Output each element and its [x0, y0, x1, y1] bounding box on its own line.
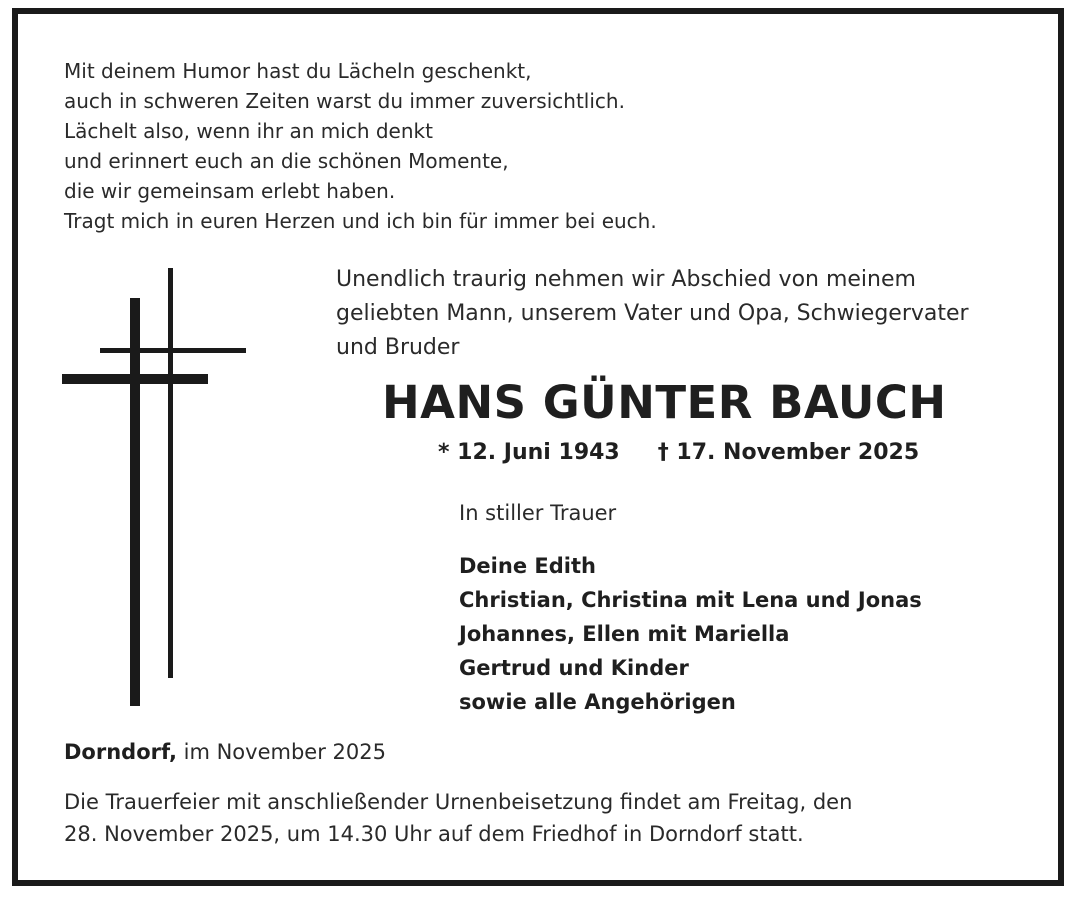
ceremony-line: Die Trauerfeier mit anschließender Urnenbeisetzung findet am Freitag, den: [64, 790, 853, 814]
farewell-line: geliebten Mann, unserem Vater und Opa, Schwiegervater: [336, 301, 969, 326]
poem-line: Lächelt also, wenn ihr an mich denkt: [64, 119, 433, 143]
mourning-intro: In stiller Trauer: [459, 501, 617, 525]
double-cross-icon: [58, 262, 258, 712]
farewell-line: Unendlich traurig nehmen wir Abschied von meinem: [336, 267, 916, 292]
mourner-line: Johannes, Ellen mit Mariella: [459, 622, 790, 646]
farewell-line: und Bruder: [336, 335, 460, 360]
farewell-text: [336, 263, 969, 365]
poem-line: die wir gemeinsam erlebt haben.: [64, 179, 396, 203]
place-date: im November 2025: [176, 740, 386, 764]
death-date: † 17. November 2025: [657, 440, 920, 465]
life-dates: [438, 440, 919, 465]
birth-date: * 12. Juni 1943: [438, 440, 620, 465]
ceremony-line: 28. November 2025, um 14.30 Uhr auf dem Friedhof in Dorndorf statt.: [64, 822, 804, 846]
poem-line: Mit deinem Humor hast du Lächeln geschenkt,: [64, 59, 532, 83]
deceased-name: HANS GÜNTER BAUCH: [382, 376, 947, 429]
obituary-frame: [12, 8, 1064, 886]
poem: [64, 56, 657, 236]
poem-line: Tragt mich in euren Herzen und ich bin für immer bei euch.: [64, 209, 657, 233]
mourner-line: Deine Edith: [459, 554, 596, 578]
ceremony-info: [64, 786, 852, 850]
mourner-line: Christian, Christina mit Lena und Jonas: [459, 588, 922, 612]
place-town: Dorndorf,: [64, 740, 177, 764]
poem-line: und erinnert euch an die schönen Momente,: [64, 149, 509, 173]
mourner-line: sowie alle Angehörigen: [459, 690, 736, 714]
mourner-line: Gertrud und Kinder: [459, 656, 689, 680]
poem-line: auch in schweren Zeiten warst du immer zuversichtlich.: [64, 89, 625, 113]
mourners-list: [459, 549, 922, 719]
place-and-date: [64, 740, 386, 764]
